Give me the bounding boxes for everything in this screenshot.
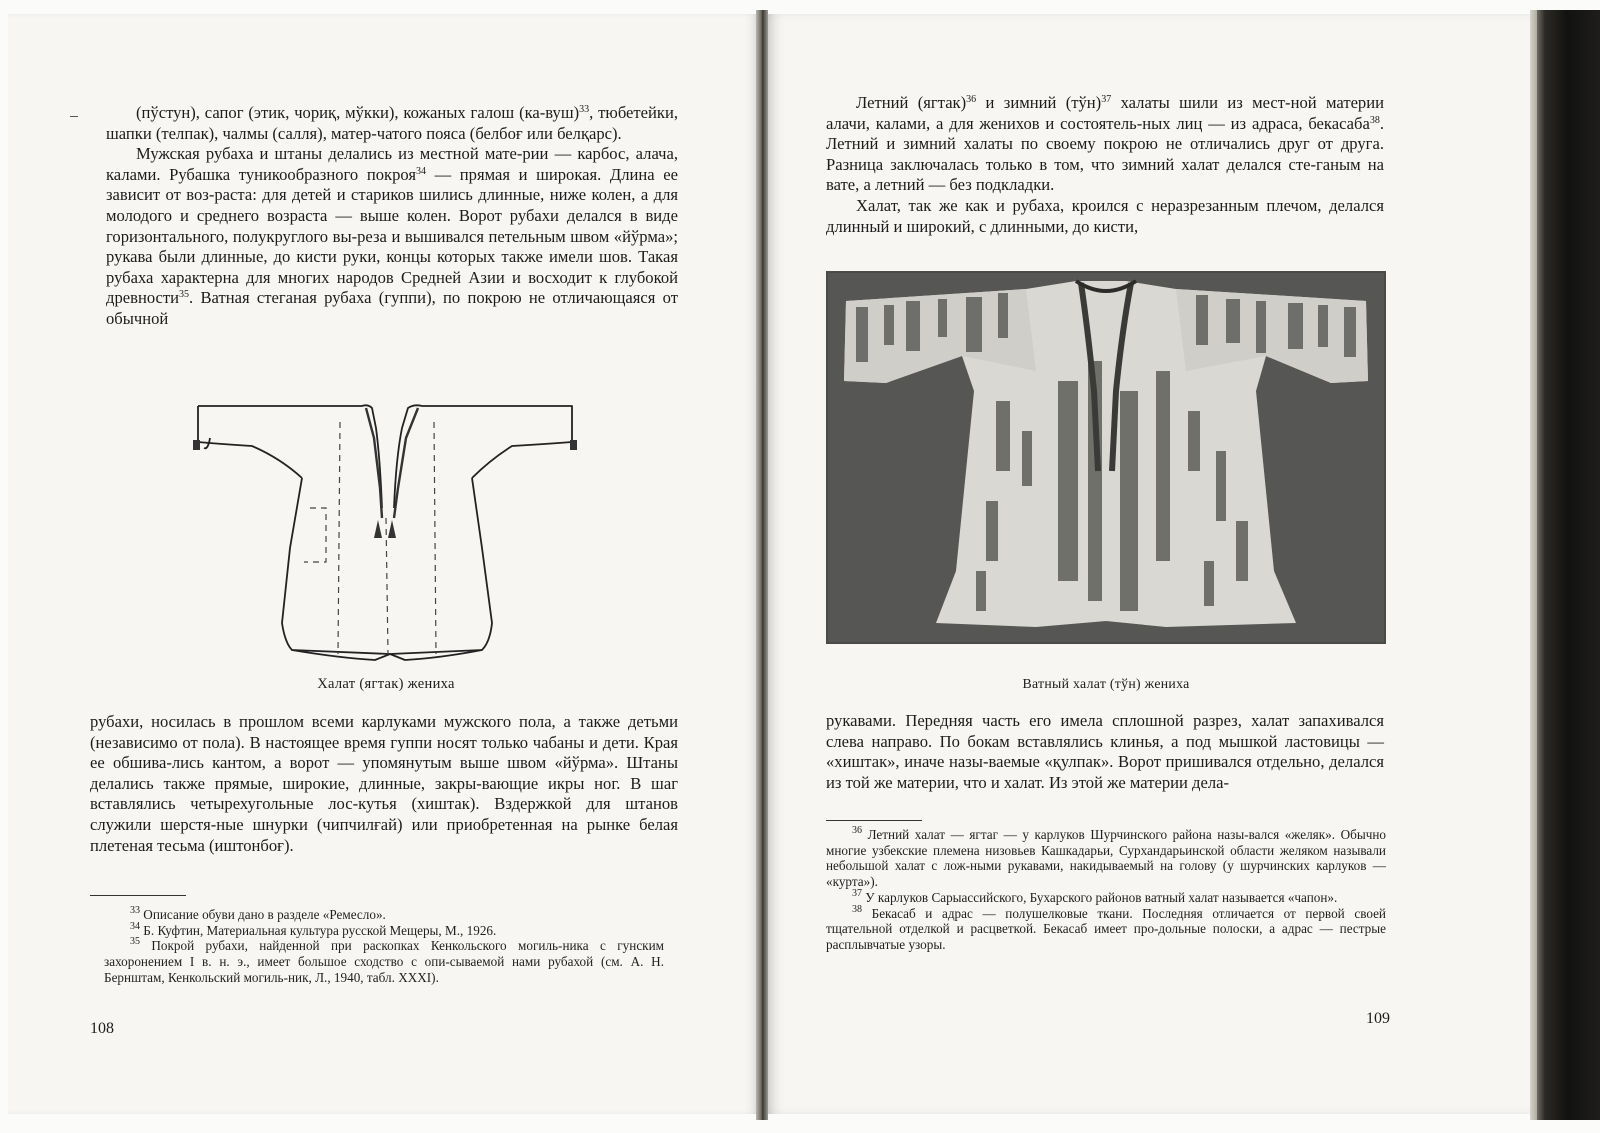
footnote-rule — [90, 895, 186, 896]
left-top-text — [106, 103, 678, 330]
footnote-number: 37 — [852, 887, 862, 899]
text-run: халаты шили из мест-ной материи алачи, калами, а для женихов и состоятель-ных лиц — из адраса, бекасаба — [826, 93, 1384, 133]
footnote-text: Описание обуви дано в разделе «Ремесло». — [140, 907, 386, 922]
paragraph-footwear — [106, 103, 678, 144]
footnote-ref[interactable]: 34 — [415, 165, 426, 177]
left-footnotes — [104, 907, 664, 986]
footnote-ref[interactable]: 38 — [1369, 114, 1380, 126]
footnote-ref[interactable]: 36 — [966, 94, 977, 105]
book-spine — [756, 10, 768, 1120]
right-top-text — [826, 93, 1384, 237]
text-run: — прямая и широкая. Длина ее зависит от воз-раста: для детей и стариков шились длинные, ниже колен, а для молодого и среднего возраста — выше колен. Ворот рубахи делался в виде горизонтального, полукруглого вы-реза и вышивался петельным швом «йўрма»; рукава были длинные, до кисти руки, концы которых также имели шов. Такая рубаха характерна для многих народов Средней Азии и восходит к глубокой древности — [106, 164, 678, 308]
text-run: , тюбетейки, шапки (телпак), чалмы (салля), матер-чатого пояса (белбоғ или белқарс). — [106, 103, 679, 143]
left-bottom-text — [90, 712, 678, 856]
right-footnotes — [826, 827, 1386, 953]
footnote-35 — [104, 938, 664, 985]
footnote-text: Бекасаб и адрас — полушелковые ткани. Последняя отличается от первой своей тщательной отделкой и расцветкой. Бекасаб имеет про-дольные полоски, а адрас — пестрые расплывчатые узоры. — [826, 905, 1386, 952]
footnote-number: 34 — [130, 920, 140, 932]
footnote-text: Б. Куфтин, Материальная культура русской Мещеры, М., 1926. — [140, 922, 497, 938]
right-bottom-text — [826, 711, 1384, 793]
text-run: Мужская рубаха и штаны делались из местной мате-рии — карбос, алача, калами. Рубашка туникообразного покроя — [106, 144, 678, 184]
footnote-text: У карлуков Сарыассийского, Бухарского районов ватный халат называется «чапон». — [862, 889, 1338, 905]
footnote-rule — [826, 820, 922, 821]
paragraph-robe-continued: рукавами. Передняя часть его имела сплошной разрез, халат запахивался слева направо. По бокам вставлялись клинья, а под мышкой ластовицы — «хиштак», иначе назы-ваемые «қулпак». Ворот пришивался отдельно, делался из той же материи, что и халат. Из этой же материи дела- — [826, 711, 1384, 792]
footnote-text: Летний халат — ягтаг — у карлуков Шурчинского района назы-вался «желяк». Обычно многие узбекские племена низовьев Кашкадарьи, Сурхандарьинской области желяком называли небольшой халат с лож-ными рукавами, накидываемый на голову (у шурчинских карлуков — «курта»). — [826, 827, 1386, 890]
text-run: . Летний и зимний халаты по своему покрою не отличались друг от друга. Разница заключалась только в том, что зимний халат делался сте-ганым на вате, а летний — без подкладки. — [826, 113, 1384, 195]
footnote-33 — [104, 907, 664, 923]
paragraph-robe-cut: Халат, так же как и рубаха, кроился с неразрезанным плечом, делался длинный и широкий, с длинными, до кисти, — [826, 195, 1384, 236]
text-run: (пўстун), сапог (этик, чориқ, мўкки), кожаных галош (ка-вуш) — [136, 103, 580, 122]
text-run: и зимний (тўн) — [976, 93, 1102, 112]
footnote-text: Покрой рубахи, найденной при раскопках Кенкольского могиль-ника с гунским захоронением I в. н. э., имеет большое сходство с опи-сываемой нами рубахой (см. А. Н. Бернштам, Кенкольский могиль-ник, Л., 1940, табл. XXXI). — [104, 938, 664, 985]
footnote-37 — [826, 887, 1386, 906]
footnote-number: 38 — [852, 903, 862, 915]
margin-mark — [70, 116, 78, 117]
footnote-ref[interactable]: 33 — [579, 104, 590, 115]
photo-caption: Ватный халат (тўн) жениха — [1022, 676, 1190, 691]
page-number: 109 — [1366, 1010, 1390, 1027]
footnote-34 — [104, 920, 664, 939]
text-run: . Ватная стеганая рубаха (гуппи), по покрою не отличающаяся от обычной — [106, 288, 678, 328]
footnote-number: 36 — [852, 825, 862, 836]
footnote-38 — [826, 903, 1386, 953]
book-cover-edge — [1537, 10, 1600, 1120]
robe-photograph — [826, 271, 1386, 644]
footnote-number: 33 — [130, 905, 140, 916]
text-run: Летний (ягтак) — [856, 93, 967, 112]
robe-line-drawing — [190, 398, 582, 663]
page-number: 108 — [90, 1020, 114, 1037]
footnote-number: 35 — [130, 936, 140, 948]
paragraph-robes — [826, 93, 1384, 196]
figure-caption: Халат (ягтак) жениха — [317, 676, 455, 692]
footnote-ref[interactable]: 37 — [1101, 94, 1112, 105]
paragraph-shirt-continued: рубахи, носилась в прошлом всеми карлуками мужского пола, а также детьми (независимо от пола). В настоящее время гуппи носят только чабаны и дети. Края ее обшива-лись кантом, а ворот — упомянутым выше швом «йўрма». Штаны делались также прямые, широкие, длинные, закры-вающие икры ног. В шаг вставлялись четырехугольные лос-кутья (хиштак). Вздержкой для штанов служили шерстя-ные шнурки (чипчилғай) или приобретенная на рынке белая плетеная тесьма (иштонбоғ). — [90, 712, 678, 855]
paragraph-shirt — [106, 144, 678, 329]
footnote-36 — [826, 827, 1386, 890]
footnote-ref[interactable]: 35 — [179, 289, 190, 301]
